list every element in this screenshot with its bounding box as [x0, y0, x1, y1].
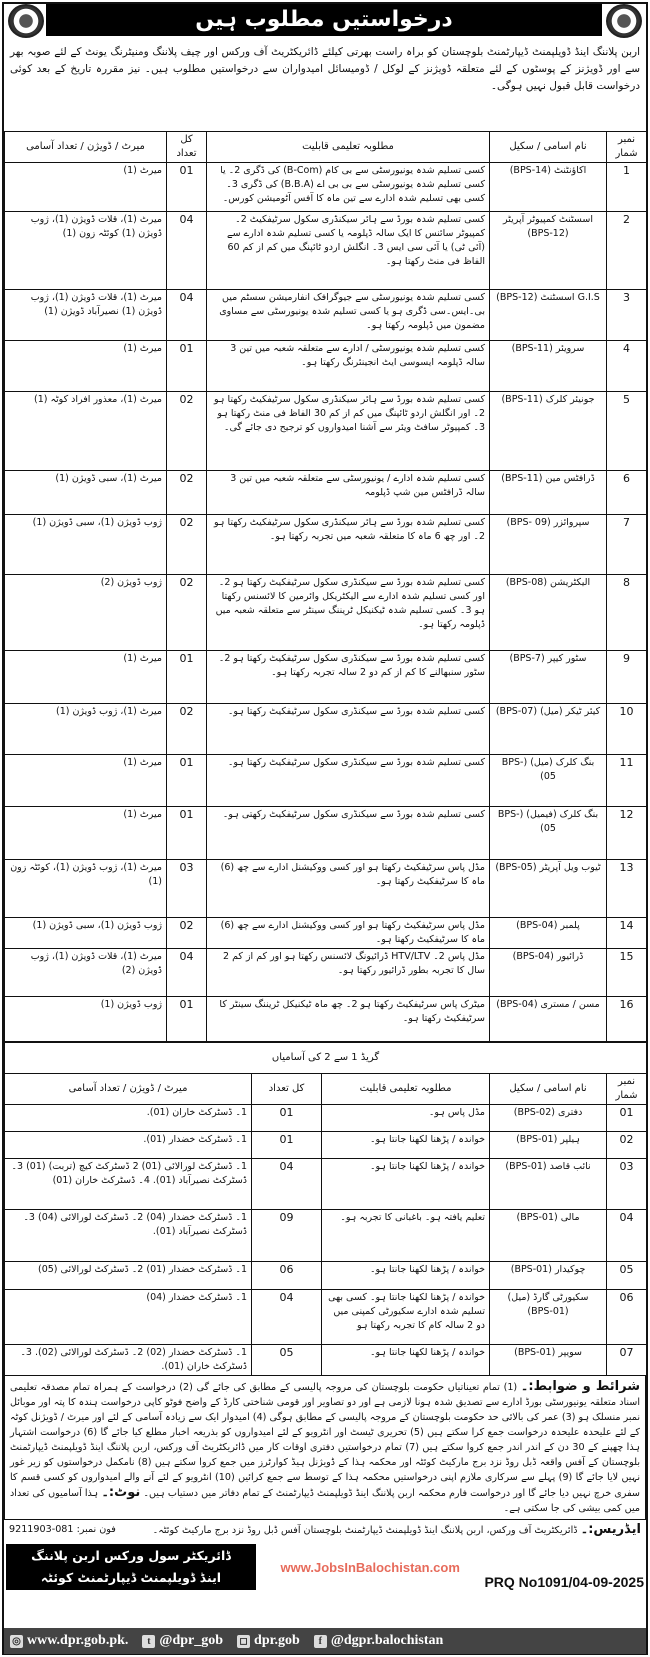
- column-header: میرٹ / ڈویژن / تعداد آسامی: [5, 1074, 252, 1105]
- count-cell: 04: [167, 212, 207, 290]
- qualification-cell: کسی تسلیم شدہ ادارے / یونیورسٹی سے متعلقہ شعبہ میں تین 3 سالہ ڈرافٹس مین شپ ڈپلومہ: [207, 471, 490, 515]
- quota-cell: میرٹ (1)، ژوب ڈویژن (1): [5, 704, 167, 755]
- table-row: [5, 392, 647, 471]
- count-cell: 03: [167, 860, 207, 918]
- post-name-cell: سکیورٹی گارڈ (میل) (BPS-01): [490, 1290, 607, 1345]
- quota-cell: میرٹ (1): [5, 755, 167, 807]
- count-cell: 02: [167, 471, 207, 515]
- serial-cell: 15: [607, 949, 647, 997]
- quota-cell: ژوب ڈویژن (1)، سبی ڈویژن (1): [5, 918, 167, 949]
- qualification-cell: کسی تسلیم شدہ یونیورسٹی سے جیوگرافک انفارمیشن سسٹم میں بی۔ایس۔سی ڈگری ہو یا کسی تسلیم شدہ یونیورسٹی سے مساوی مضمون میں ڈپلومہ رکھتا ہو۔: [207, 290, 490, 341]
- serial-cell: 6: [607, 471, 647, 515]
- table-row: [5, 290, 647, 341]
- post-name-cell: نائب قاصد (BPS-01): [490, 1159, 607, 1210]
- quota-cell: ژوب ڈویژن (1): [5, 997, 167, 1042]
- quota-cell: میرٹ (1)، معذور افراد کوٹہ (1): [5, 392, 167, 471]
- qualification-cell: کسی تسلیم شدہ بورڈ سے ہائر سیکنڈری سکول سرٹیفکیٹ رکھتا ہو 2۔ اور چھ 6 ماہ کا متعلقہ شعبہ میں تجربہ رکھتا ہو۔: [207, 515, 490, 575]
- director-line-1: ڈائریکٹر سول ورکس اربن پلاننگ: [31, 1548, 231, 1563]
- quota-cell: میرٹ (1)، قلات ڈویژن (1)، ژوب ڈویژن (1) نصیرآباد ڈویژن (1): [5, 290, 167, 341]
- quota-cell: میرٹ (1): [5, 341, 167, 392]
- count-cell: 02: [167, 918, 207, 949]
- qualification-cell: تعلیم یافتہ ہو۔ باغبانی کا تجربہ ہو۔: [322, 1210, 490, 1262]
- quota-cell: 1۔ ڈسٹرکٹ خضدار (02) 2۔ ڈسٹرکٹ لورالائی (02). 3۔ ڈسٹرکٹ خاران (01).: [5, 1345, 252, 1376]
- post-name-cell: G.I.S اسسٹنٹ (BPS-12): [490, 290, 607, 341]
- qualification-cell: کسی تسلیم شدہ بورڈ سے سیکنڈری سکول سرٹیفکیٹ رکھتا ہو 2۔ اور کسی تسلیم شدہ ادارے سے الیکٹریکل وائرمین کا لائسنس رکھتا ہو 3۔ کسی تسلیم شدہ ٹیکنیکل ٹریننگ سینٹر سے متعلقہ شعبہ میں ڈپلومہ رکھتا ہو۔: [207, 575, 490, 651]
- table-row: [5, 997, 647, 1042]
- facebook-handle[interactable]: @dgpr.balochistan: [330, 1633, 444, 1648]
- serial-cell: 13: [607, 860, 647, 918]
- table-row: [5, 704, 647, 755]
- count-cell: 04: [252, 1159, 322, 1210]
- quota-cell: 1۔ ڈسٹرکٹ خضدار (04): [5, 1290, 252, 1345]
- post-name-cell: چوکیدار (BPS-01): [490, 1262, 607, 1290]
- qualification-cell: کسی تسلیم شدہ بورڈ سے سیکنڈری سکول سرٹیفکیٹ رکھتا ہو 2۔ سٹور سنبھالنے کا کم از کم دو 2 سالہ تجربہ رکھتا ہو۔: [207, 651, 490, 704]
- quota-cell: 1۔ ڈسٹرکٹ خضدار (01) 2۔ ڈسٹرکٹ لورالائی (05): [5, 1262, 252, 1290]
- qualification-cell: کسی تسلیم شدہ یونیورسٹی سے بی کام (B-Com) کی ڈگری 2۔ یا کسی تسلیم شدہ یونیورسٹی سے بی بی اے (B.B.A) کی ڈگری 3۔ کسی بھی تسلیم شدہ ادارے سے تین ماہ کا آفس آٹومیشن کورس۔: [207, 163, 490, 212]
- phone-number: 081-9211903: [9, 1524, 74, 1535]
- post-name-cell: دفتری (BPS-02): [490, 1105, 607, 1132]
- table-row: [5, 1290, 647, 1345]
- quota-cell: ژوب ڈویژن (1)، سبی ڈویژن (1): [5, 515, 167, 575]
- qualification-cell: کسی تسلیم شدہ بورڈ سے سیکنڈری سکول سرٹیفکیٹ رکھتا ہو۔: [207, 755, 490, 807]
- serial-cell: 01: [607, 1105, 647, 1132]
- qualification-cell: خواندہ / پڑھنا لکھنا جانتا ہو۔ کسی بھی تسلیم شدہ ادارے سکیورٹی کمپنی میں دو 2 سالہ کام کا تجربہ رکھتا ہو: [322, 1290, 490, 1345]
- table-row: [5, 471, 647, 515]
- twitter-handle[interactable]: @dpr_gob: [159, 1633, 224, 1648]
- page-title: درخواستیں مطلوب ہیں: [46, 4, 602, 36]
- count-cell: 01: [252, 1105, 322, 1132]
- post-name-cell: پلمبر (BPS-04): [490, 918, 607, 949]
- post-name-cell: الیکٹریشن (BPS-08): [490, 575, 607, 651]
- table-row: [5, 1345, 647, 1376]
- serial-cell: 1: [607, 163, 647, 212]
- grade-label-row: [5, 1043, 647, 1074]
- qualification-cell: مڈل پاس 2۔ HTV/LTV ڈرائیونگ لائسنس رکھتا ہو اور کم از کم 2 سال کا تجربہ بطور ڈرائیور رکھتا ہو۔: [207, 949, 490, 997]
- post-name-cell: سویپر (BPS-01): [490, 1345, 607, 1376]
- director-signature-box: [6, 1544, 256, 1590]
- serial-cell: 4: [607, 341, 647, 392]
- conditions-heading: شرائط و ضوابط:۔: [520, 1379, 640, 1394]
- post-name-cell: اسسٹنٹ کمپیوٹر آپریٹر (BPS-12): [490, 212, 607, 290]
- count-cell: 01: [167, 163, 207, 212]
- post-name-cell: سرویئر (BPS-11): [490, 341, 607, 392]
- post-name-cell: بنگ کلرک (فیمیل) (BPS-05): [490, 807, 607, 860]
- terms-and-conditions: [4, 1376, 646, 1520]
- qualification-cell: مڈل پاس سرٹیفکیٹ رکھتا ہو اور کسی ووکیشنل ادارے سے چھ (6) ماہ کا سرٹیفکیٹ رکھتا ہو۔: [207, 860, 490, 918]
- count-cell: 04: [167, 290, 207, 341]
- qualification-cell: مڈل پاس سرٹیفکیٹ رکھتا ہو اور کسی ووکیشنل ادارے سے چھ (6) ماہ کا سرٹیفکیٹ رکھتا ہو۔: [207, 918, 490, 949]
- qualification-cell: مڈل پاس ہو۔: [322, 1105, 490, 1132]
- column-header: نام اسامی / سکیل: [490, 1074, 607, 1105]
- table-header-row: [5, 132, 647, 163]
- count-cell: 05: [252, 1345, 322, 1376]
- post-name-cell: اکاؤنٹنٹ (BPS-14): [490, 163, 607, 212]
- conditions-text: (1) تمام تعیناتیاں حکومت بلوچستان کی مروجہ پالیسی کے مطابق کی جائے گی (2) درخواست کے ہمراہ تمام مصدقہ تعلیمی اسناد متعلقہ یونیورسٹی بورڈ ادارے سے تصدیق شدہ ہونا لازمی ہے اور دو تصاویر اور قومی شناختی کارڈ کے واضح فوٹو کاپی درخواست ہندہ کا پتہ اور موبائل نمبر منسلک ہو (3) عمر کی بالائی حد حکومت بلوچستان کے مروجہ پالیسی کے مطابق ہوگی (4) امیدوار ایک سے زیادہ آسامی کے لئے اور میرٹ / ڈویژنل کوٹہ کے لئے علیحدہ علیحدہ درخواست جمع کرا سکتے ہیں (5) تحریری ٹیسٹ اور انٹرویو کے لئے امیدواروں کو بذریعہ اخبار مطلع کیا جائے گا (6) درخواست اشتہار ہذا چھپنے کے 30 دن کے اندر اندر جمع کروا سکتے ہیں (7) تمام درخواستیں دفتری اوقات کار میں ڈائریکٹریٹ آف ورکس، اربن پلاننگ اینڈ ڈویلپمنٹ ڈیپارٹمنٹ بلوچستان کے آفس واقعہ ڈبل روڈ نزد برج مارکیٹ کوئٹہ اور محکمہ ہذا کے ڈویژنل ہیڈ کوارٹرز میں جمع کروا سکتے ہیں (8) نامکمل درخواستوں کو زیر غور نہیں لایا جائے گا (9) پہلے سے سرکاری ملازم اپنی درخواستیں محکمہ ہذا کے توسط سے جمع کرائیں (10) انٹرویو کے لئے آنے والے امیدواروں کو کسی قسم کا سفری خرچ نہیں دیا جائے گا اور درخواست فارم محکمہ اربن پلاننگ اینڈ ڈویلپمنٹ ڈیپارٹمنٹ کے تمام دفاتر میں دستیاب ہیں۔: [10, 1382, 640, 1499]
- count-cell: 02: [167, 575, 207, 651]
- director-line-2: اینڈ ڈویلپمنٹ ڈیپارٹمنٹ کوئٹہ: [40, 1570, 222, 1585]
- intro-text: اربن پلاننگ اینڈ ڈویلپمنٹ ڈیپارٹمنٹ بلوچستان کو براہ راست بھرتی کیلئے ڈائریکٹریٹ آف ورکس اور چیف پلاننگ ومنیٹرنگ یونٹ کے لئے صوبہ بھر سے اور ڈویژنز کے پوسٹوں کے لئے متعلقہ ڈویژنز کے لوکل / ڈومیسائل امیدواران سے درخواستیں مطلوب ہیں۔ نیز مقررہ تاریخ کے بعد کوئی درخواست قابل قبول نہیں ہوگی۔: [10, 46, 640, 92]
- column-header: میرٹ / ڈویژن / تعداد آسامی: [5, 132, 167, 163]
- phone-label: فون نمبر:: [76, 1524, 116, 1535]
- quota-cell: ژوب ڈویژن (2): [5, 575, 167, 651]
- serial-cell: 9: [607, 651, 647, 704]
- post-name-cell: مالی (BPS-01): [490, 1210, 607, 1262]
- signature-row: [4, 1544, 646, 1590]
- quota-cell: میرٹ (1)، قلات ڈویژن (1)، ژوب ڈویژن (1) کوئٹہ زون (1): [5, 212, 167, 290]
- column-header: کل تعداد: [167, 132, 207, 163]
- watermark: www.JobsInBalochistan.com: [280, 1559, 460, 1575]
- table-row: [5, 1105, 647, 1132]
- serial-cell: 10: [607, 704, 647, 755]
- quota-cell: 1۔ ڈسٹرکٹ لورالائی (01) 2 ڈسٹرکٹ کیچ (تربت) (01) 3۔ ڈسٹرکٹ نصیرآباد (01). 4۔ ڈسٹرکٹ خاران (01): [5, 1159, 252, 1210]
- serial-cell: 7: [607, 515, 647, 575]
- twitter-icon: t: [142, 1635, 155, 1648]
- post-name-cell: سپروائزر (BPS- 09): [490, 515, 607, 575]
- quota-cell: میرٹ (1): [5, 163, 167, 212]
- quota-cell: میرٹ (1)، سبی ڈویژن (1): [5, 471, 167, 515]
- qualification-cell: کسی تسلیم شدہ بورڈ سے ہائر سیکنڈری سکول سرٹیفکیٹ 2۔ کمپیوٹر سائنس کا ایک سالہ ڈپلومہ یا کسی تسلیم شدہ ادارے سے (آئی ٹی) یا آئی سی ایس 3۔ انگلش اردو ٹائپنگ میں کم از کم 60 الفاظ فی منٹ رکھتا ہو۔: [207, 212, 490, 290]
- facebook-icon: f: [314, 1635, 327, 1648]
- content-column: [4, 131, 646, 1590]
- table-row: [5, 651, 647, 704]
- count-cell: 01: [167, 651, 207, 704]
- globe-icon: ◎: [10, 1635, 23, 1648]
- post-name-cell: مسن / مستری (BPS-04): [490, 997, 607, 1042]
- count-cell: 01: [167, 341, 207, 392]
- post-name-cell: ہیلپر (BPS-01): [490, 1132, 607, 1159]
- qualification-cell: خواندہ / پڑھنا لکھنا جانتا ہو۔: [322, 1345, 490, 1376]
- prq-number: PRQ No1091/04-09-2025: [484, 1574, 644, 1590]
- qualification-cell: میٹرک پاس سرٹیفکیٹ رکھتا ہو 2۔ چھ ماہ ٹیکنیکل ٹریننگ سینٹر کا سرٹیفکیٹ رکھتا ہو۔: [207, 997, 490, 1042]
- serial-cell: 05: [607, 1262, 647, 1290]
- post-name-cell: ڈرائیور (BPS-04): [490, 949, 607, 997]
- column-header: نمبر شمار: [607, 1074, 647, 1105]
- post-name-cell: جونیئر کلرک (BPS-11): [490, 392, 607, 471]
- qualification-cell: کسی تسلیم شدہ بورڈ سے ہائر سیکنڈری سکول سرٹیفکیٹ رکھتا ہو 2۔ اور انگلش اردو ٹائپنگ میں کم از کم 30 الفاظ فی منٹ رکھتا ہو 3۔ کمپیوٹر سافٹ ویئر سے آشنا امیدواروں کو ترجیح دی جائے گی۔: [207, 392, 490, 471]
- count-cell: 01: [167, 997, 207, 1042]
- quota-cell: 1۔ ڈسٹرکٹ خاران (01).: [5, 1105, 252, 1132]
- serial-cell: 06: [607, 1290, 647, 1345]
- qualification-cell: خواندہ / پڑھنا لکھنا جانتا ہو۔: [322, 1132, 490, 1159]
- table-row: [5, 807, 647, 860]
- serial-cell: 2: [607, 212, 647, 290]
- table-row: [5, 575, 647, 651]
- post-name-cell: ٹیوب ویل آپریٹر (BPS-05): [490, 860, 607, 918]
- serial-cell: 04: [607, 1210, 647, 1262]
- serial-cell: 8: [607, 575, 647, 651]
- quota-cell: میرٹ (1)، قلات ڈویژن (1)، ژوب ڈویژن (2): [5, 949, 167, 997]
- table-header-row: [5, 1074, 647, 1105]
- table-row: [5, 341, 647, 392]
- table-row: [5, 918, 647, 949]
- post-name-cell: بنگ کلرک (میل) (BPS-05): [490, 755, 607, 807]
- column-header: نمبر شمار: [607, 132, 647, 163]
- qualification-cell: کسی تسلیم شدہ بورڈ سے سیکنڈری سکول سرٹیفکیٹ رکھتا ہو۔: [207, 704, 490, 755]
- serial-cell: 5: [607, 392, 647, 471]
- serial-cell: 03: [607, 1159, 647, 1210]
- qualification-cell: کسی تسلیم شدہ یونیورسٹی / ادارے سے متعلقہ شعبہ میں تین 3 سالہ ڈپلومہ ایسوسی ایٹ انجینئرنگ رکھتا ہو۔: [207, 341, 490, 392]
- count-cell: 04: [252, 1290, 322, 1345]
- table-row: [5, 755, 647, 807]
- table-row: [5, 1132, 647, 1159]
- count-cell: 01: [167, 755, 207, 807]
- count-cell: 01: [252, 1132, 322, 1159]
- count-cell: 02: [167, 392, 207, 471]
- count-cell: 04: [167, 949, 207, 997]
- column-header: مطلوبہ تعلیمی قابلیت: [207, 132, 490, 163]
- instagram-handle[interactable]: dpr.gob: [254, 1633, 300, 1648]
- post-name-cell: سٹور کیپر (BPS-7): [490, 651, 607, 704]
- count-cell: 01: [167, 807, 207, 860]
- government-logo-left: [8, 4, 44, 38]
- instagram-icon: ◻: [237, 1635, 250, 1648]
- posts-table-grade-1-2: [4, 1042, 647, 1376]
- quota-cell: میرٹ (1): [5, 807, 167, 860]
- grade-label: گریڈ 1 سے 2 کی آسامیاں: [5, 1043, 647, 1074]
- table-row: [5, 515, 647, 575]
- serial-cell: 07: [607, 1345, 647, 1376]
- quota-cell: 1۔ ڈسٹرکٹ خضدار (04) 2۔ ڈسٹرکٹ لورالائی (04) 3۔ ڈسٹرکٹ نصیرآباد (01).: [5, 1210, 252, 1262]
- quota-cell: میرٹ (1)، ژوب ڈویژن (1)، کوئٹہ زون (1): [5, 860, 167, 918]
- column-header: مطلوبہ تعلیمی قابلیت: [322, 1074, 490, 1105]
- qualification-cell: کسی تسلیم شدہ بورڈ سے سیکنڈری سکول سرٹیفکیٹ رکھتی ہو۔: [207, 807, 490, 860]
- table-row: [5, 1262, 647, 1290]
- column-header: نام اسامی / سکیل: [490, 132, 607, 163]
- website-link[interactable]: www.dpr.gob.pk.: [27, 1633, 129, 1648]
- address: [4, 1520, 646, 1540]
- quota-cell: میرٹ (1): [5, 651, 167, 704]
- government-logo-right: [606, 4, 642, 38]
- note-label: نوٹ:۔: [101, 1485, 141, 1500]
- count-cell: 02: [167, 515, 207, 575]
- table-row: [5, 860, 647, 918]
- address-text: ڈائریکٹریٹ آف ورکس، اربن پلاننگ اینڈ ڈویلپمنٹ ڈیپارٹمنٹ بلوچستان آفس ڈبل روڈ نزد برج مارکیٹ کوئٹہ۔: [152, 1525, 578, 1536]
- quota-cell: 1۔ ڈسٹرکٹ خضدار (01).: [5, 1132, 252, 1159]
- serial-cell: 16: [607, 997, 647, 1042]
- address-label: ایڈریس:۔: [580, 1522, 641, 1537]
- serial-cell: 11: [607, 755, 647, 807]
- table-row: [5, 163, 647, 212]
- serial-cell: 12: [607, 807, 647, 860]
- post-name-cell: ڈرافٹس مین (BPS-11): [490, 471, 607, 515]
- table-row: [5, 212, 647, 290]
- count-cell: 06: [252, 1262, 322, 1290]
- note-text: ہذا آسامیوں کی تعداد میں کمی بیشی کی جا سکتی ہے۔: [10, 1488, 640, 1514]
- serial-cell: 02: [607, 1132, 647, 1159]
- count-cell: 09: [252, 1210, 322, 1262]
- count-cell: 02: [167, 704, 207, 755]
- posts-table-main: [4, 131, 647, 1042]
- serial-cell: 14: [607, 918, 647, 949]
- qualification-cell: خواندہ / پڑھنا لکھنا جانتا ہو۔: [322, 1262, 490, 1290]
- footer-bar: [4, 1628, 646, 1654]
- post-name-cell: کیئر ٹیکر (میل) (BPS-07): [490, 704, 607, 755]
- table-row: [5, 949, 647, 997]
- table-row: [5, 1159, 647, 1210]
- qualification-cell: خواندہ / پڑھنا لکھنا جانتا ہو۔: [322, 1159, 490, 1210]
- table-row: [5, 1210, 647, 1262]
- column-header: کل تعداد: [252, 1074, 322, 1105]
- serial-cell: 3: [607, 290, 647, 341]
